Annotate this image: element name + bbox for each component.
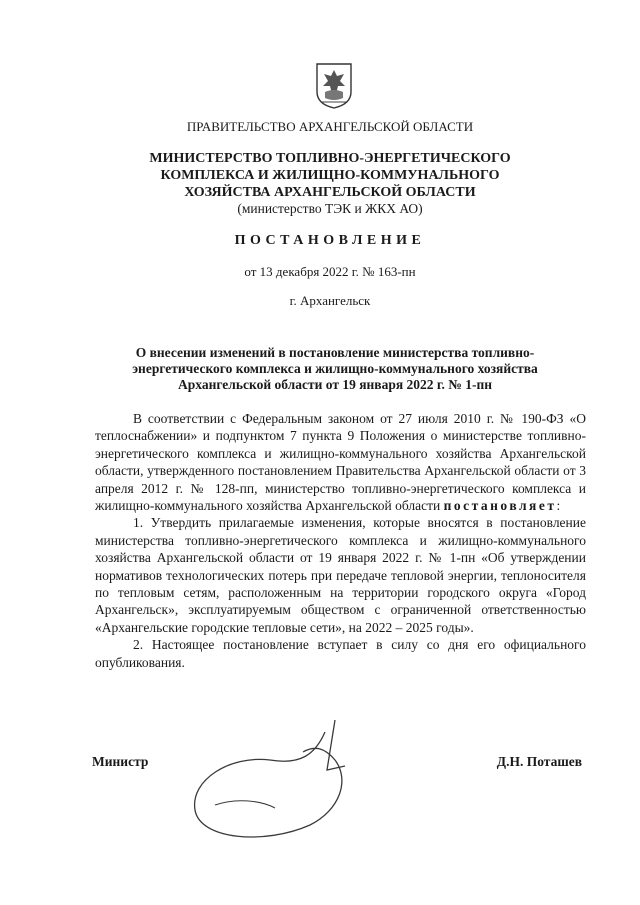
subject-line: Архангельской области от 19 января 2022 г. № 1-пн bbox=[177, 377, 492, 392]
item-paragraph: 1. Утвердить прилагаемые изменения, которые вносятся в постановление министерства топливно-энергетического комплекса и жилищно-коммунального хозяйства Архангельской области от 19 января 2022 г. № 1-пн «Об утверждении нормативов технологических потерь при передаче тепловой энергии, теплоносителя по тепловым сетям, расположенным на территории городского округа «Город Архангельск», эксплуатируемым обществом с ограниченной ответственностью «Архангельские городские тепловые сети», на 2022 – 2025 годы». bbox=[95, 515, 586, 635]
preamble-paragraph bbox=[95, 410, 586, 514]
ministry-name-line: ХОЗЯЙСТВА АРХАНГЕЛЬСКОЙ ОБЛАСТИ bbox=[184, 185, 476, 200]
subject-line: энергетического комплекса и жилищно-коммунального хозяйства bbox=[132, 361, 538, 376]
coat-of-arms-emblem-icon bbox=[314, 62, 354, 110]
decree-colon: : bbox=[556, 498, 561, 514]
signatory-name: Д.Н. Поташев bbox=[496, 754, 582, 769]
subject-line: О внесении изменений в постановление министерства топливно- bbox=[135, 345, 535, 360]
document-date-number: от 13 декабря 2022 г. № 163-пн bbox=[244, 264, 416, 279]
document-type: ПОСТАНОВЛЕНИЕ bbox=[234, 233, 426, 248]
preamble-text: В соответствии с Федеральным законом от 27 июля 2010 г. № 190-ФЗ «О теплоснабжении» и подпунктом 7 пункта 9 Положения о министерстве топливно-энергетического комплекса и жилищно-коммунального хозяйства Архангельской области, утвержденного постановлением Правительства Архангельской области от 3 апреля 2012 г. № 128-пп, министерство топливно-энергетического комплекса и жилищно-коммунального хозяйства Архангельской области bbox=[95, 411, 586, 514]
document-city: г. Архангельск bbox=[289, 293, 371, 308]
item-paragraph: 2. Настоящее постановление вступает в силу со дня его официального опубликования. bbox=[95, 637, 586, 670]
document-body bbox=[95, 410, 586, 671]
document-subject bbox=[95, 345, 575, 393]
signatory-title: Министр bbox=[92, 754, 149, 769]
ministry-short-name: (министерство ТЭК и ЖКХ АО) bbox=[237, 201, 423, 216]
ministry-name-line: КОМПЛЕКСА И ЖИЛИЩНО-КОММУНАЛЬНОГО bbox=[160, 168, 500, 183]
ministry-name-line: МИНИСТЕРСТВО ТОПЛИВНО-ЭНЕРГЕТИЧЕСКОГО bbox=[149, 151, 511, 166]
decree-word: постановляет bbox=[443, 498, 557, 514]
handwritten-signature-icon bbox=[175, 700, 375, 850]
government-name: ПРАВИТЕЛЬСТВО АРХАНГЕЛЬСКОЙ ОБЛАСТИ bbox=[186, 119, 474, 134]
ministry-name bbox=[60, 150, 600, 201]
